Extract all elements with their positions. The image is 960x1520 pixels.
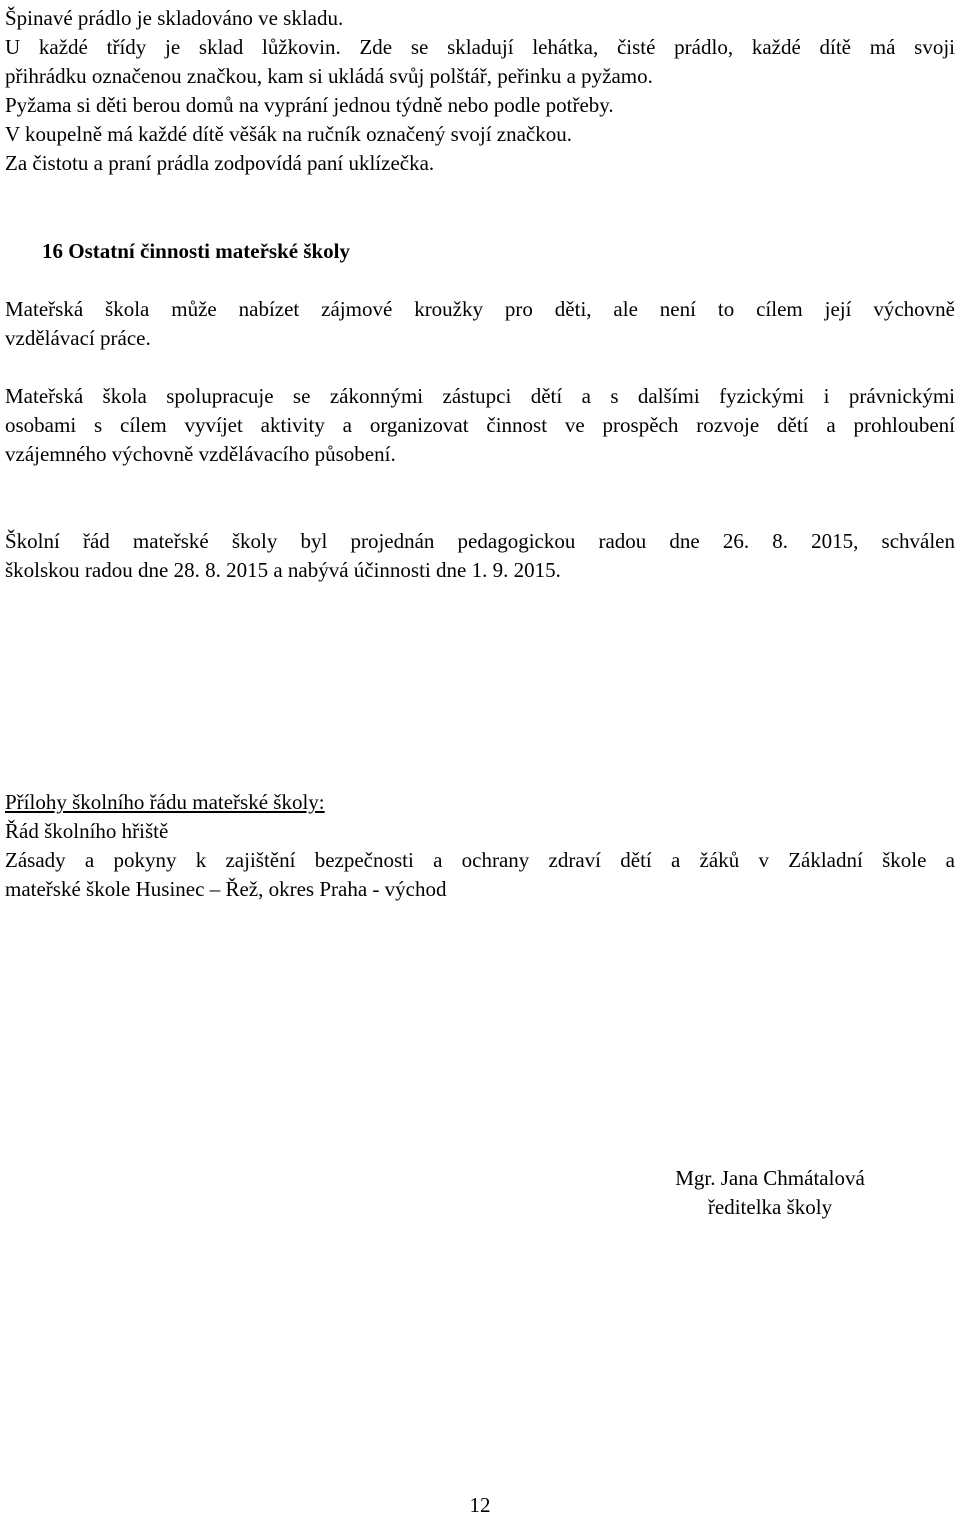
attachments-title: Přílohy školního řádu mateřské školy: [5,790,325,814]
attachment-item: mateřské škole Husinec – Řež, okres Praha - východ [5,877,447,901]
intro-line: Za čistotu a praní prádla zodpovídá paní uklízečka. [5,151,435,175]
intro-line: U každé třídy je sklad lůžkovin. Zde se skladují lehátka, čisté prádlo, každé dítě má svoji [5,35,955,59]
paragraph-line: Mateřská škola může nabízet zájmové kroužky pro děti, ale není to cílem její výchovně [5,297,955,321]
approval-line: školskou radou dne 28. 8. 2015 a nabývá účinnosti dne 1. 9. 2015. [5,558,561,582]
approval-line: Školní řád mateřské školy byl projednán pedagogickou radou dne 26. 8. 2015, schválen [5,529,955,553]
paragraph-line: osobami s cílem vyvíjet aktivity a organizovat činnost ve prospěch rozvoje dětí a prohloubení [5,413,955,437]
intro-line: Pyžama si děti berou domů na vyprání jednou týdně nebo podle potřeby. [5,93,614,117]
paragraph-line: vzdělávací práce. [5,326,151,350]
paragraph-line: vzájemného výchovně vzdělávacího působení. [5,442,396,466]
section-heading: 16 Ostatní činnosti mateřské školy [42,239,351,263]
attachment-item: Zásady a pokyny k zajištění bezpečnosti a ochrany zdraví dětí a žáků v Základní škole a [5,848,955,872]
signature-name: Mgr. Jana Chmátalová [675,1166,865,1190]
paragraph-line: Mateřská škola spolupracuje se zákonnými zástupci dětí a s dalšími fyzickými i právnickými [5,384,955,408]
intro-line: přihrádku označenou značkou, kam si ukládá svůj polštář, peřinku a pyžamo. [5,64,653,88]
intro-line: Špinavé prádlo je skladováno ve skladu. [5,6,344,30]
signature-role: ředitelka školy [707,1195,833,1219]
page-number: 12 [469,1493,491,1517]
intro-line: V koupelně má každé dítě věšák na ručník označený svojí značkou. [5,122,572,146]
attachment-item: Řád školního hřiště [5,819,169,843]
